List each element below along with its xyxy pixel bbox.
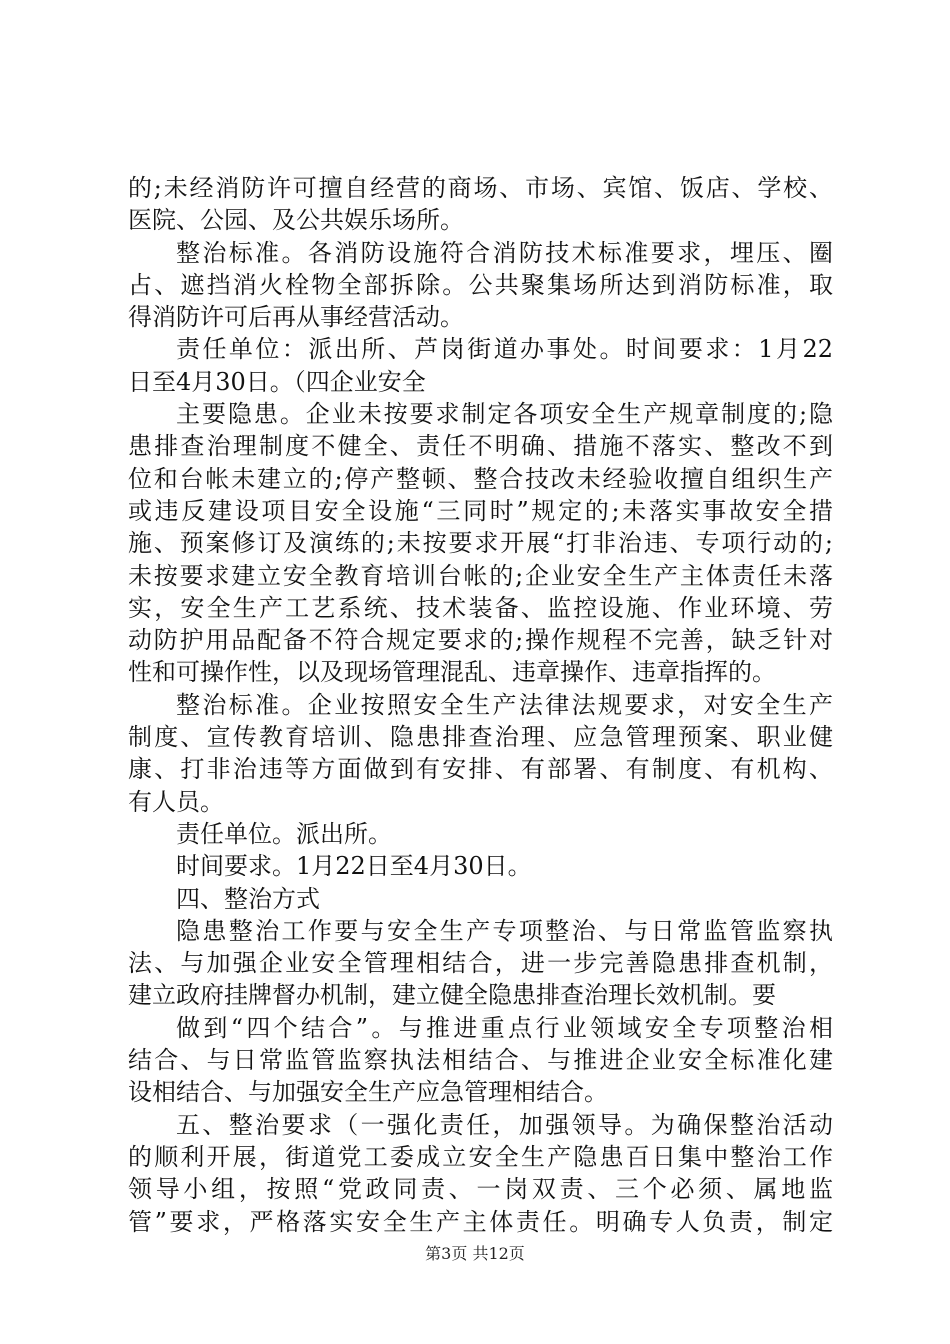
text-line: 四、整治方式: [176, 884, 320, 913]
text-line: 有人员。: [128, 787, 224, 816]
text-line: 未按要求建立安全教育培训台帐的;企业安全生产主体责任未落: [128, 561, 833, 590]
text-line: 医院、公园、及公共娱乐场所。: [128, 206, 464, 235]
text-line: 隐患整治工作要与安全生产专项整治、与日常监管监察执: [176, 916, 833, 945]
text-line: 建立政府挂牌督办机制，建立健全隐患排查治理长效机制。要: [128, 981, 776, 1010]
text-line: 的;未经消防许可擅自经营的商场、市场、宾馆、饭店、学校、: [128, 174, 833, 202]
text-line: 领导小组，按照“党政同责、一岗双责、三个必须、属地监: [128, 1175, 833, 1204]
text-line: 患排查治理制度不健全、责任不明确、措施不落实、整改不到: [128, 432, 833, 461]
text-line: 责任单位：派出所、芦岗街道办事处。时间要求：1月22: [176, 335, 833, 364]
text-line: 设相结合、与加强安全生产应急管理相结合。: [128, 1078, 608, 1107]
page-footer: 第3页 共12页: [425, 1244, 525, 1263]
text-line: 主要隐患。企业未按要求制定各项安全生产规章制度的;隐: [176, 400, 833, 429]
text-line: 动防护用品配备不符合规定要求的;操作规程不完善，缺乏针对: [128, 626, 833, 655]
text-line: 得消防许可后再从事经营活动。: [128, 303, 464, 332]
text-line: 五、整治要求（一强化责任，加强领导。为确保整治活动: [176, 1110, 833, 1139]
text-line: 的顺利开展，街道党工委成立安全生产隐患百日集中整治工作: [128, 1142, 833, 1171]
text-line: 做到“四个结合”。与推进重点行业领域安全专项整治相: [176, 1013, 833, 1042]
text-line: 性和可操作性，以及现场管理混乱、违章操作、违章指挥的。: [128, 658, 776, 687]
text-line: 整治标准。企业按照安全生产法律法规要求，对安全生产: [176, 690, 833, 719]
text-line: 占、遮挡消火栓物全部拆除。公共聚集场所达到消防标准，取: [128, 270, 833, 299]
text-line: 日至4月30日。（四企业安全: [128, 367, 426, 396]
text-line: 位和台帐未建立的;停产整顿、整合技改未经验收擅自组织生产: [128, 464, 833, 493]
text-line: 整治标准。各消防设施符合消防技术标准要求，埋压、圈: [176, 238, 833, 267]
text-line: 康、打非治违等方面做到有安排、有部署、有制度、有机构、: [128, 755, 833, 784]
text-line: 法、与加强企业安全管理相结合，进一步完善隐患排查机制，: [128, 949, 833, 978]
text-line: 责任单位。派出所。: [176, 819, 392, 848]
text-line: 结合、与日常监管监察执法相结合、与推进企业安全标准化建: [128, 1046, 833, 1075]
text-line: 管”要求，严格落实安全生产主体责任。明确专人负责，制定: [128, 1207, 833, 1236]
text-line: 或违反建设项目安全设施“三同时”规定的;未落实事故安全措: [128, 496, 833, 525]
document-body: [128, 172, 833, 1238]
text-line: 时间要求。1月22日至4月30日。: [176, 852, 532, 881]
text-line: 制度、宣传教育培训、隐患排查治理、应急管理预案、职业健: [128, 723, 833, 752]
text-line: 实，安全生产工艺系统、技术装备、监控设施、作业环境、劳: [128, 593, 833, 622]
text-line: 施、预案修订及演练的;未按要求开展“打非治违、专项行动的;: [128, 529, 833, 558]
